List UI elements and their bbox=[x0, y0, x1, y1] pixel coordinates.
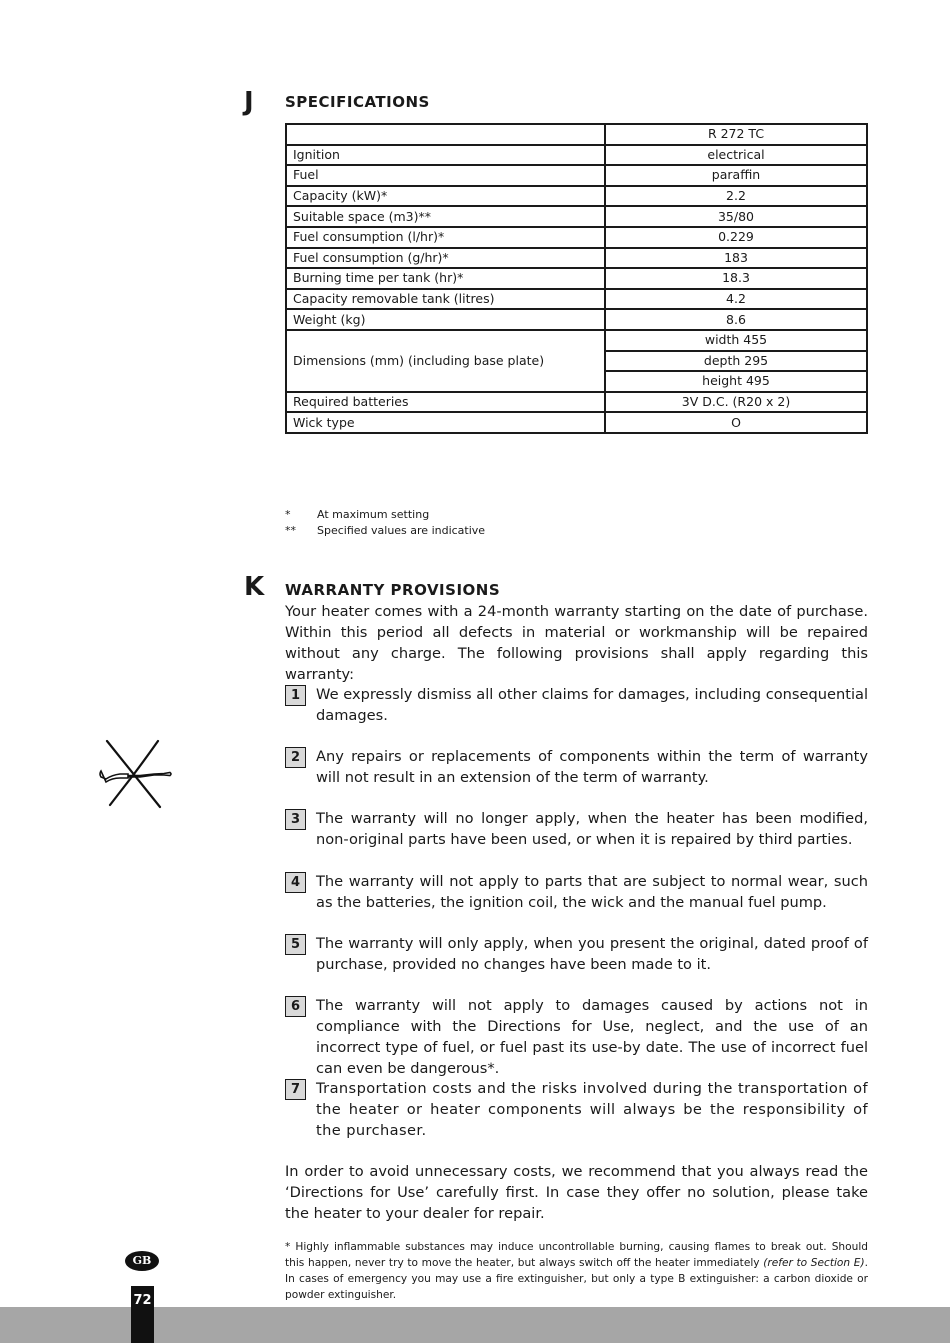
footnote-text: * Highly inflammable substances may induce uncontrollable burning, causing flames to break out. Should this happen, never try to move the heater, but always switch off the heater immediately bbox=[285, 1241, 868, 1269]
page-number: 72 bbox=[131, 1286, 154, 1343]
spec-value: 18.3 bbox=[605, 268, 867, 289]
provision-item bbox=[285, 746, 868, 788]
provision-number: 2 bbox=[285, 747, 306, 768]
spec-label: Weight (kg) bbox=[286, 309, 605, 330]
table-row bbox=[286, 248, 867, 269]
provision-number: 5 bbox=[285, 934, 306, 955]
footnote-section-reference: (refer to Section E) bbox=[763, 1257, 865, 1269]
spec-label: Capacity (kW)* bbox=[286, 186, 605, 207]
note-text: Specified values are indicative bbox=[317, 524, 486, 537]
table-row bbox=[286, 330, 867, 351]
spec-label: Fuel bbox=[286, 165, 605, 186]
language-badge: GB bbox=[125, 1251, 159, 1271]
provision-number: 7 bbox=[285, 1079, 306, 1100]
spec-label: Suitable space (m3)** bbox=[286, 206, 605, 227]
provision-number: 6 bbox=[285, 996, 306, 1017]
crossed-screwdriver-icon bbox=[98, 738, 174, 810]
provision-item bbox=[285, 933, 868, 975]
table-row bbox=[286, 165, 867, 186]
spec-value: 35/80 bbox=[605, 206, 867, 227]
spec-value: electrical bbox=[605, 145, 867, 166]
provision-number: 3 bbox=[285, 809, 306, 830]
note-row bbox=[285, 507, 485, 523]
spec-label: Required batteries bbox=[286, 392, 605, 413]
table-row bbox=[286, 268, 867, 289]
table-cell bbox=[286, 124, 605, 145]
table-row bbox=[286, 227, 867, 248]
table-header-row bbox=[286, 124, 867, 145]
model-name: R 272 TC bbox=[605, 124, 867, 145]
warranty-title: WARRANTY PROVISIONS bbox=[285, 581, 501, 599]
specifications-title: SPECIFICATIONS bbox=[285, 93, 430, 111]
spec-label: Fuel consumption (l/hr)* bbox=[286, 227, 605, 248]
provision-item bbox=[285, 995, 868, 1079]
footnote-text-end: . In cases of emergency you may use a fire extinguisher, but only a type B extinguisher: a carbon dioxide or powder extinguisher. bbox=[285, 1257, 868, 1301]
spec-label: Wick type bbox=[286, 412, 605, 433]
table-row bbox=[286, 289, 867, 310]
spec-label: Fuel consumption (g/hr)* bbox=[286, 248, 605, 269]
spec-value: 2.2 bbox=[605, 186, 867, 207]
spec-value-depth: depth 295 bbox=[605, 351, 867, 372]
table-row bbox=[286, 392, 867, 413]
warranty-outro: In order to avoid unnecessary costs, we recommend that you always read the ‘Directions for Use’ carefully first. In case they offer no solution, please take the heater to your dealer for repair. bbox=[285, 1163, 868, 1222]
note-marker: ** bbox=[285, 524, 296, 537]
footnote bbox=[285, 1239, 868, 1303]
provision-item bbox=[285, 1078, 868, 1141]
table-row bbox=[286, 412, 867, 433]
table-row bbox=[286, 186, 867, 207]
spec-value: 183 bbox=[605, 248, 867, 269]
spec-label: Burning time per tank (hr)* bbox=[286, 268, 605, 289]
specifications-table bbox=[285, 123, 868, 434]
provision-item bbox=[285, 871, 868, 913]
provision-text: Transportation costs and the risks involved during the transportation of the heater or heater components will always be the responsibility of the purchaser. bbox=[316, 1080, 868, 1139]
provision-text: The warranty will not apply to damages caused by actions not in compliance with the Directions for Use, neglect, and the use of an incorrect type of fuel, or fuel past its use-by date. The use of incorrect fuel can even be dangerous*. bbox=[316, 997, 868, 1077]
spec-value: 4.2 bbox=[605, 289, 867, 310]
section-k-letter: K bbox=[244, 572, 265, 602]
spec-value: 0.229 bbox=[605, 227, 867, 248]
note-marker: * bbox=[285, 508, 291, 521]
provision-number: 1 bbox=[285, 685, 306, 706]
provision-text: We expressly dismiss all other claims for damages, including consequential damages. bbox=[316, 686, 868, 724]
table-row bbox=[286, 309, 867, 330]
spec-value-width: width 455 bbox=[605, 330, 867, 351]
spec-value: 3V D.C. (R20 x 2) bbox=[605, 392, 867, 413]
spec-label: Capacity removable tank (litres) bbox=[286, 289, 605, 310]
warranty-intro: Your heater comes with a 24-month warranty starting on the date of purchase. Within this period all defects in material or workmanship will be repaired without any charge. The following provisions shall apply regarding this warranty: bbox=[285, 603, 868, 683]
provision-item bbox=[285, 684, 868, 726]
table-row bbox=[286, 206, 867, 227]
provision-text: The warranty will only apply, when you present the original, dated proof of purchase, provided no changes have been made to it. bbox=[316, 935, 868, 973]
spec-value: O bbox=[605, 412, 867, 433]
provision-number: 4 bbox=[285, 872, 306, 893]
note-text: At maximum setting bbox=[317, 508, 430, 521]
spec-label: Dimensions (mm) (including base plate) bbox=[286, 330, 605, 392]
provision-text: The warranty will no longer apply, when the heater has been modified, non-original parts have been used, or when it is repaired by third parties. bbox=[316, 810, 868, 848]
spec-value: paraffin bbox=[605, 165, 867, 186]
provision-text: The warranty will not apply to parts that are subject to normal wear, such as the batteries, the ignition coil, the wick and the manual fuel pump. bbox=[316, 873, 868, 911]
table-row bbox=[286, 145, 867, 166]
specification-notes bbox=[285, 507, 485, 539]
note-row bbox=[285, 523, 485, 539]
spec-label: Ignition bbox=[286, 145, 605, 166]
provision-item bbox=[285, 808, 868, 850]
provision-text: Any repairs or replacements of components within the term of warranty will not result in an extension of the term of warranty. bbox=[316, 748, 868, 786]
spec-value-height: height 495 bbox=[605, 371, 867, 392]
spec-value: 8.6 bbox=[605, 309, 867, 330]
section-j-letter: J bbox=[244, 87, 254, 117]
